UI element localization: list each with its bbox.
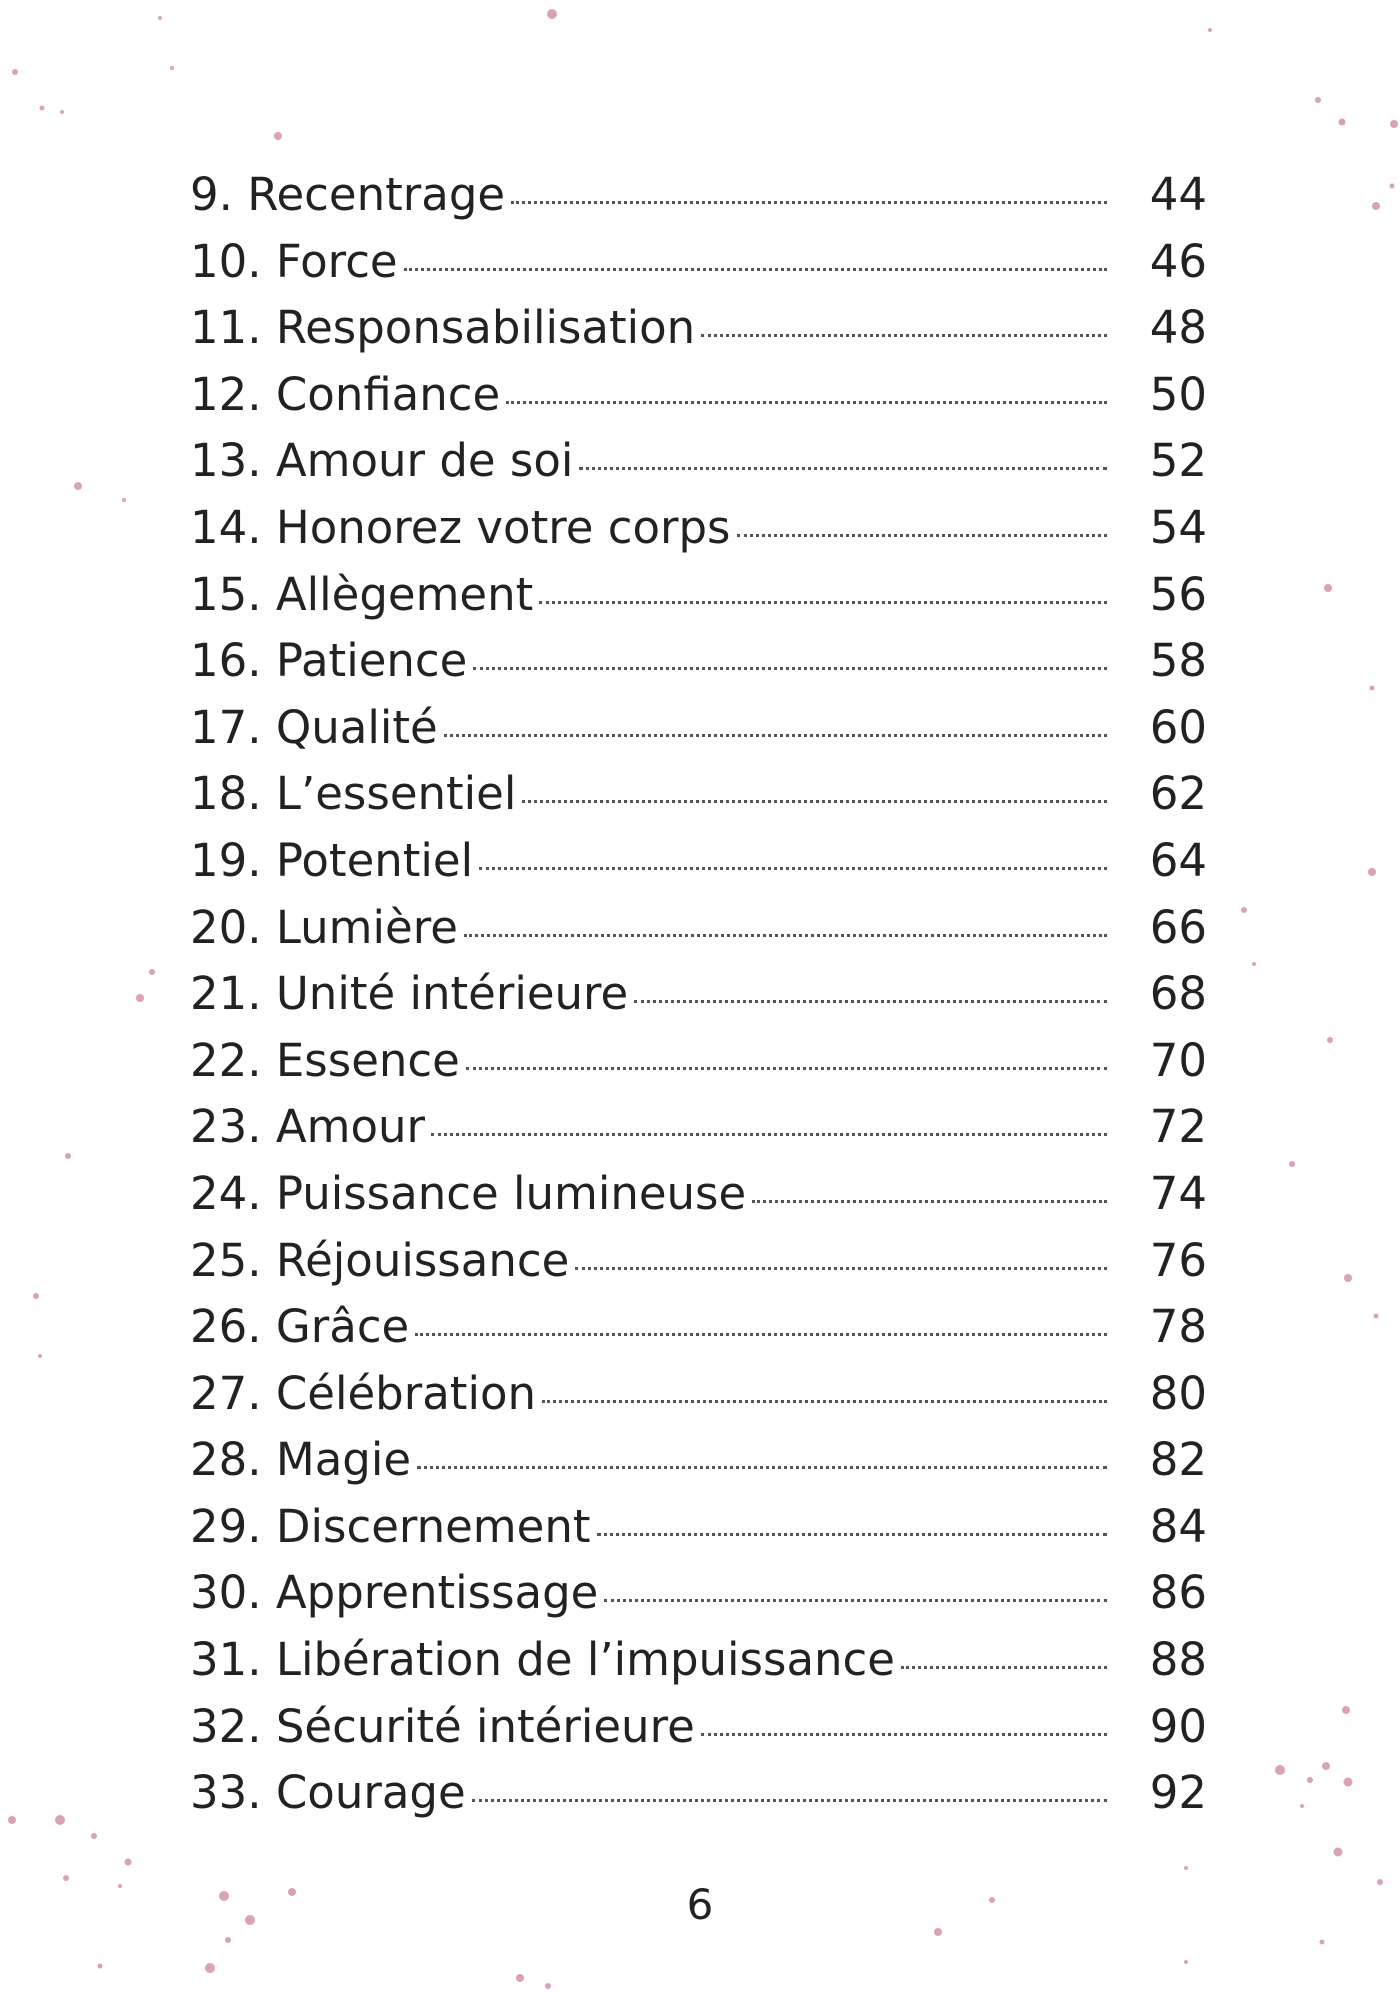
toc-entry[interactable] bbox=[190, 1566, 1207, 1633]
toc-entry-title: 10. Force bbox=[190, 234, 398, 288]
toc-dot-leader bbox=[522, 800, 1107, 803]
toc-entry[interactable] bbox=[190, 701, 1207, 768]
toc-entry-page: 88 bbox=[1149, 1633, 1207, 1687]
toc-entry-title: 12. Confiance bbox=[190, 367, 501, 421]
toc-dot-leader bbox=[404, 268, 1107, 271]
toc-entry-title: 20. Lumière bbox=[190, 900, 458, 954]
toc-dot-leader bbox=[431, 1133, 1107, 1136]
toc-entry-title: 30. Apprentissage bbox=[190, 1566, 599, 1620]
toc-entry-title: 26. Grâce bbox=[190, 1300, 410, 1354]
toc-dot-leader bbox=[634, 1000, 1107, 1003]
toc-entry-title: 13. Amour de soi bbox=[190, 434, 574, 488]
toc-entry-page: 46 bbox=[1149, 234, 1207, 288]
toc-entry-title: 14. Honorez votre corps bbox=[190, 500, 731, 554]
toc-dot-leader bbox=[579, 467, 1107, 470]
toc-entry[interactable] bbox=[190, 235, 1207, 302]
toc-entry[interactable] bbox=[190, 434, 1207, 501]
toc-entry[interactable] bbox=[190, 1700, 1207, 1767]
toc-dot-leader bbox=[701, 334, 1107, 337]
toc-entry-page: 92 bbox=[1149, 1766, 1207, 1820]
toc-entry[interactable] bbox=[190, 1500, 1207, 1567]
toc-entry-page: 48 bbox=[1149, 301, 1207, 355]
toc-entry-page: 70 bbox=[1149, 1033, 1207, 1087]
toc-entry[interactable] bbox=[190, 1100, 1207, 1167]
toc-entry-title: 16. Patience bbox=[190, 634, 468, 688]
toc-entry-title: 23. Amour bbox=[190, 1100, 426, 1154]
toc-entry-title: 24. Puissance lumineuse bbox=[190, 1166, 747, 1220]
toc-entry[interactable] bbox=[190, 967, 1207, 1034]
toc-entry-page: 90 bbox=[1149, 1699, 1207, 1753]
toc-entry[interactable] bbox=[190, 1167, 1207, 1234]
toc-dot-leader bbox=[506, 401, 1107, 404]
toc-entry-page: 52 bbox=[1149, 434, 1207, 488]
toc-entry-page: 68 bbox=[1149, 967, 1207, 1021]
toc-entry-title: 29. Discernement bbox=[190, 1499, 591, 1553]
toc-entry[interactable] bbox=[190, 368, 1207, 435]
toc-entry[interactable] bbox=[190, 1367, 1207, 1434]
toc-entry-page: 60 bbox=[1149, 700, 1207, 754]
toc-entry[interactable] bbox=[190, 501, 1207, 568]
toc-dot-leader bbox=[597, 1533, 1108, 1536]
toc-entry-title: 33. Courage bbox=[190, 1766, 466, 1820]
toc-entry[interactable] bbox=[190, 901, 1207, 968]
toc-entry-title: 17. Qualité bbox=[190, 700, 438, 754]
toc-dot-leader bbox=[752, 1200, 1107, 1203]
toc-entry-page: 80 bbox=[1149, 1366, 1207, 1420]
toc-entry[interactable] bbox=[190, 1766, 1207, 1833]
toc-entry-page: 50 bbox=[1149, 367, 1207, 421]
toc-entry-page: 66 bbox=[1149, 900, 1207, 954]
toc-dot-leader bbox=[473, 667, 1107, 670]
toc-entry-title: 31. Libération de l’impuissance bbox=[190, 1633, 895, 1687]
toc-dot-leader bbox=[701, 1733, 1107, 1736]
toc-entry-page: 82 bbox=[1149, 1433, 1207, 1487]
toc-entry-title: 28. Magie bbox=[190, 1433, 412, 1487]
toc-entry-title: 27. Célébration bbox=[190, 1366, 537, 1420]
toc-entry-title: 9. Recentrage bbox=[190, 168, 506, 221]
toc-dot-leader bbox=[444, 734, 1107, 737]
toc-entry[interactable] bbox=[190, 1234, 1207, 1301]
toc-entry-title: 19. Potentiel bbox=[190, 833, 474, 887]
toc-entry[interactable] bbox=[190, 834, 1207, 901]
toc-entry-page: 78 bbox=[1149, 1300, 1207, 1354]
toc-entry-page: 54 bbox=[1149, 500, 1207, 554]
table-of-contents bbox=[190, 168, 1207, 1833]
toc-entry-title: 21. Unité intérieure bbox=[190, 967, 629, 1021]
page-number: 6 bbox=[686, 1880, 714, 1929]
toc-entry-title: 11. Responsabilisation bbox=[190, 301, 696, 355]
toc-dot-leader bbox=[737, 534, 1107, 537]
toc-entry-title: 18. L’essentiel bbox=[190, 767, 517, 821]
toc-entry-page: 74 bbox=[1149, 1166, 1207, 1220]
toc-entry-page: 44 bbox=[1149, 168, 1207, 221]
toc-dot-leader bbox=[511, 201, 1107, 204]
toc-entry-title: 25. Réjouissance bbox=[190, 1233, 570, 1287]
toc-entry[interactable] bbox=[190, 1300, 1207, 1367]
toc-entry-page: 76 bbox=[1149, 1233, 1207, 1287]
toc-entry[interactable] bbox=[190, 767, 1207, 834]
toc-dot-leader bbox=[479, 867, 1107, 870]
toc-entry[interactable] bbox=[190, 1433, 1207, 1500]
toc-dot-leader bbox=[472, 1799, 1107, 1802]
toc-dot-leader bbox=[539, 601, 1107, 604]
toc-entry[interactable] bbox=[190, 568, 1207, 635]
toc-entry[interactable] bbox=[190, 301, 1207, 368]
toc-dot-leader bbox=[901, 1666, 1107, 1669]
toc-entry[interactable] bbox=[190, 1633, 1207, 1700]
toc-dot-leader bbox=[604, 1599, 1107, 1602]
toc-entry-page: 62 bbox=[1149, 767, 1207, 821]
toc-entry-page: 86 bbox=[1149, 1566, 1207, 1620]
toc-entry-page: 64 bbox=[1149, 833, 1207, 887]
toc-entry[interactable] bbox=[190, 634, 1207, 701]
toc-entry-page: 84 bbox=[1149, 1499, 1207, 1553]
toc-dot-leader bbox=[466, 1067, 1107, 1070]
toc-entry[interactable] bbox=[190, 1034, 1207, 1101]
toc-entry[interactable] bbox=[190, 168, 1207, 235]
toc-entry-page: 56 bbox=[1149, 567, 1207, 621]
toc-entry-page: 72 bbox=[1149, 1100, 1207, 1154]
toc-dot-leader bbox=[417, 1466, 1107, 1469]
toc-dot-leader bbox=[415, 1333, 1107, 1336]
toc-dot-leader bbox=[575, 1267, 1107, 1270]
toc-entry-title: 32. Sécurité intérieure bbox=[190, 1699, 695, 1753]
toc-dot-leader bbox=[542, 1400, 1107, 1403]
toc-entry-title: 15. Allègement bbox=[190, 567, 534, 621]
toc-entry-title: 22. Essence bbox=[190, 1033, 460, 1087]
toc-dot-leader bbox=[464, 934, 1107, 937]
toc-entry-page: 58 bbox=[1149, 634, 1207, 688]
